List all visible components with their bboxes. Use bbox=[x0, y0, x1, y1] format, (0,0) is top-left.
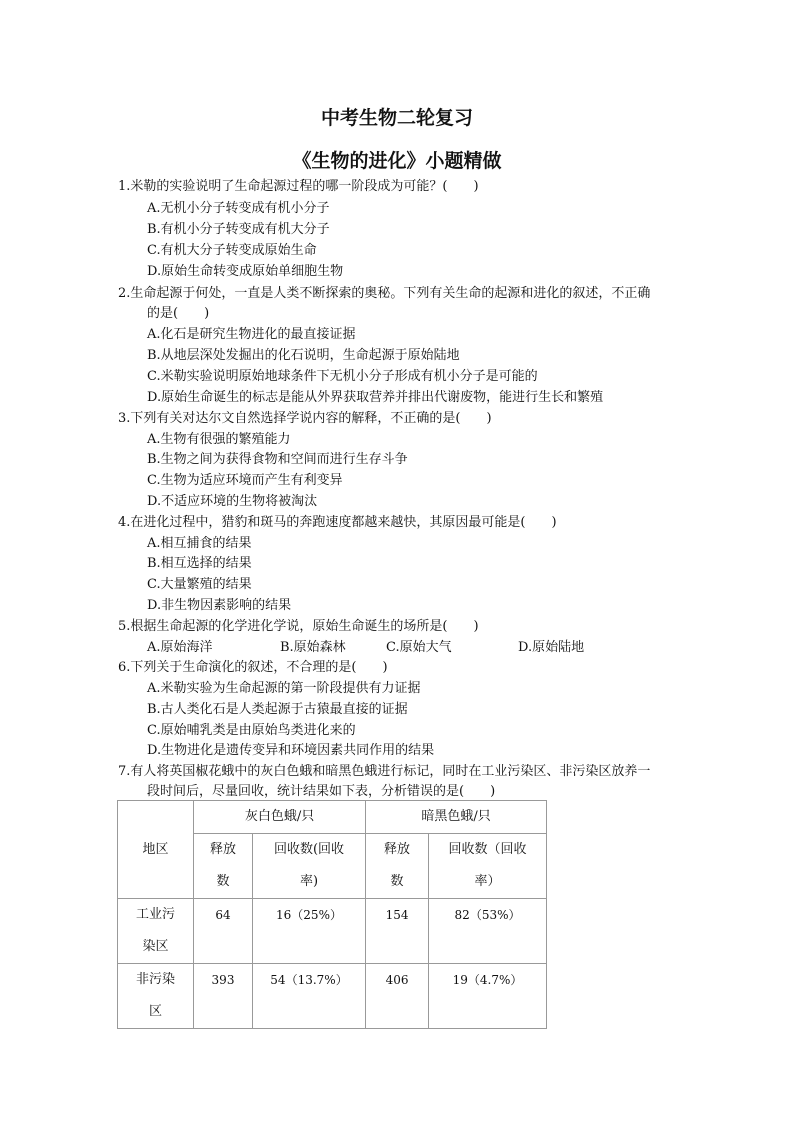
row-region: 非污染 区 bbox=[118, 964, 194, 1029]
header-grey-moth: 灰白色蛾/只 bbox=[194, 801, 366, 834]
q1-option-c: C.有机大分子转变成原始生命 bbox=[147, 243, 317, 258]
header-region: 地区 bbox=[118, 801, 194, 899]
table-row bbox=[118, 964, 547, 1029]
question-2-stem: 2.生命起源于何处，一直是人类不断探索的奥秘。下列有关生命的起源和进化的叙述，不正确 bbox=[118, 286, 651, 301]
q2-option-a: A.化石是研究生物进化的最直接证据 bbox=[147, 327, 356, 342]
q1-option-d: D.原始生命转变成原始单细胞生物 bbox=[147, 264, 344, 279]
subheader-dark-release: 释放 数 bbox=[366, 834, 429, 899]
q5-option-a: A.原始海洋 bbox=[147, 640, 213, 655]
grey-recovered: 54（13.7%） bbox=[253, 964, 366, 1029]
header-dark-moth: 暗黑色蛾/只 bbox=[366, 801, 547, 834]
q4-option-c: C.大量繁殖的结果 bbox=[147, 577, 252, 592]
grey-released: 393 bbox=[194, 964, 253, 1029]
q3-option-b: B.生物之间为获得食物和空间而进行生存斗争 bbox=[147, 452, 408, 467]
q2-option-d: D.原始生命诞生的标志是能从外界获取营养并排出代谢废物，能进行生长和繁殖 bbox=[147, 390, 604, 405]
dark-released: 154 bbox=[366, 899, 429, 964]
subheader-grey-recovered: 回收数(回收 率) bbox=[253, 834, 366, 899]
q3-option-a: A.生物有很强的繁殖能力 bbox=[147, 432, 291, 447]
q2-option-c: C.米勒实验说明原始地球条件下无机小分子形成有机小分子是可能的 bbox=[147, 369, 538, 384]
q3-option-c: C.生物为适应环境而产生有利变异 bbox=[147, 473, 343, 488]
question-5-stem: 5.根据生命起源的化学进化学说，原始生命诞生的场所是( ) bbox=[118, 619, 479, 634]
question-3-stem: 3.下列有关对达尔文自然选择学说内容的解释，不正确的是( ) bbox=[118, 411, 492, 426]
subheader-dark-recovered: 回收数（回收 率） bbox=[429, 834, 547, 899]
question-7-stem-cont: 段时间后，尽量回收，统计结果如下表，分析错误的是( ) bbox=[147, 784, 496, 799]
question-4-stem: 4.在进化过程中，猎豹和斑马的奔跑速度都越来越快，其原因最可能是( ) bbox=[118, 515, 557, 530]
q1-option-b: B.有机小分子转变成有机大分子 bbox=[147, 222, 330, 237]
page-subtitle: 《生物的进化》小题精做 bbox=[292, 150, 502, 172]
q5-option-c: C.原始大气 bbox=[386, 640, 452, 655]
question-1-stem: 1.米勒的实验说明了生命起源过程的哪一阶段成为可能？( ) bbox=[118, 179, 479, 194]
table-header-row bbox=[118, 801, 547, 834]
q3-option-d: D.不适应环境的生物将被淘汰 bbox=[147, 494, 318, 509]
q4-option-a: A.相互捕食的结果 bbox=[147, 536, 252, 551]
moth-data-table bbox=[117, 800, 547, 1029]
q4-option-d: D.非生物因素影响的结果 bbox=[147, 598, 292, 613]
question-2-stem-cont: 的是( ) bbox=[147, 306, 210, 321]
q6-option-d: D.生物进化是遗传变异和环境因素共同作用的结果 bbox=[147, 743, 435, 758]
dark-recovered: 82（53%） bbox=[429, 899, 547, 964]
q6-option-b: B.古人类化石是人类起源于古猿最直接的证据 bbox=[147, 702, 408, 717]
q6-option-c: C.原始哺乳类是由原始鸟类进化来的 bbox=[147, 723, 356, 738]
page-title: 中考生物二轮复习 bbox=[320, 107, 473, 129]
q2-option-b: B.从地层深处发掘出的化石说明，生命起源于原始陆地 bbox=[147, 348, 460, 363]
question-7-stem: 7.有人将英国椒花蛾中的灰白色蛾和暗黑色蛾进行标记，同时在工业污染区、非污染区放养一 bbox=[118, 764, 651, 779]
grey-released: 64 bbox=[194, 899, 253, 964]
dark-recovered: 19（4.7%） bbox=[429, 964, 547, 1029]
dark-released: 406 bbox=[366, 964, 429, 1029]
q5-option-d: D.原始陆地 bbox=[518, 640, 585, 655]
q5-option-b: B.原始森林 bbox=[280, 640, 346, 655]
q4-option-b: B.相互选择的结果 bbox=[147, 556, 252, 571]
row-region: 工业污 染区 bbox=[118, 899, 194, 964]
q6-option-a: A.米勒实验为生命起源的第一阶段提供有力证据 bbox=[147, 681, 421, 696]
grey-recovered: 16（25%） bbox=[253, 899, 366, 964]
subheader-grey-release: 释放 数 bbox=[194, 834, 253, 899]
table-row bbox=[118, 899, 547, 964]
q1-option-a: A.无机小分子转变成有机小分子 bbox=[147, 201, 330, 216]
question-6-stem: 6.下列关于生命演化的叙述，不合理的是( ) bbox=[118, 660, 388, 675]
